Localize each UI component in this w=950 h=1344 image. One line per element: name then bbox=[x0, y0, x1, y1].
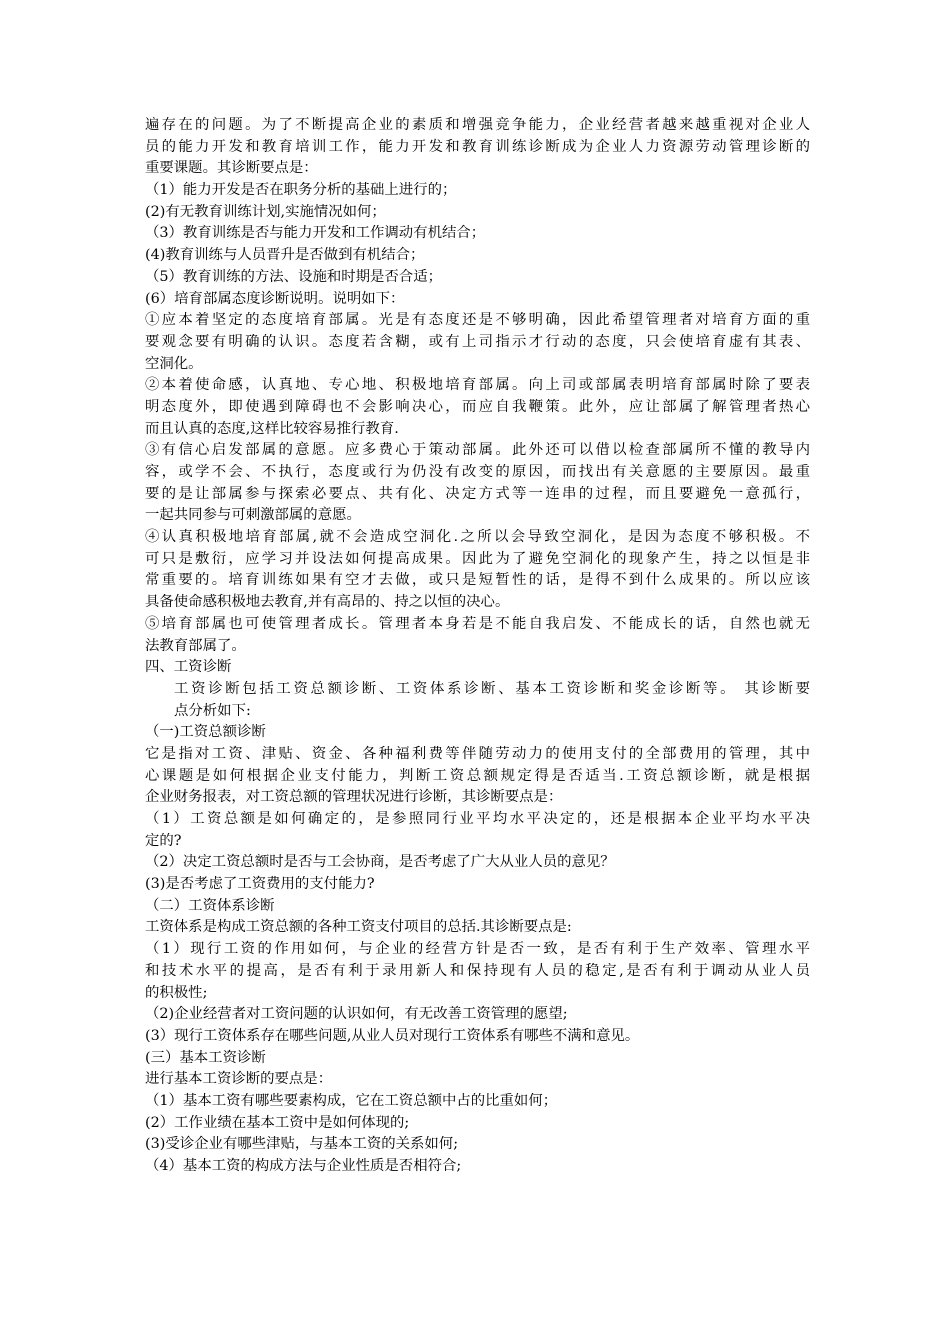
text-line: 企业财务报表，对工资总额的管理状况进行诊断，其诊断要点是： bbox=[145, 789, 563, 806]
text-line: ②本着使命感，认真地、专心地、积极地培育部属。向上司或部属表明培育部属时除了要表 bbox=[145, 377, 810, 394]
text-line: 要观念要有明确的认识。态度若含糊，或有上司指示才行动的态度，只会使培育虚有其表、 bbox=[145, 333, 810, 350]
text-line: （一)工资总额诊断 bbox=[145, 724, 266, 741]
text-line: 点分析如下: bbox=[174, 702, 251, 719]
text-line: 要的是让部属参与探索必要点、共有化、决定方式等一连串的过程，而且要避免一意孤行， bbox=[145, 485, 810, 502]
text-line: 可只是敷衍，应学习并设法如何提高成果。因此为了避免空洞化的现象产生，持之以恒是非 bbox=[145, 550, 810, 567]
text-line: ③有信心启发部属的意愿。应多费心于策动部属。此外还可以借以检查部属所不懂的教导内 bbox=[145, 442, 810, 459]
text-line: 它是指对工资、津贴、资金、各种福利费等伴随劳动力的使用支付的全部费用的管理，其中 bbox=[145, 745, 810, 762]
text-line: 心课题是如何根据企业支付能力，判断工资总额规定得是否适当.工资总额诊断，就是根据 bbox=[145, 767, 810, 784]
text-line: (2)有无教育训练计划,实施情况如何； bbox=[145, 203, 386, 220]
text-line: 工资诊断包括工资总额诊断、工资体系诊断、基本工资诊断和奖金诊断等。 其诊断要 bbox=[174, 680, 810, 697]
text-line: （1）基本工资有哪些要素构成，它在工资总额中占的比重如何； bbox=[145, 1092, 558, 1109]
text-line: 一起共同参与可刺激部属的意愿。 bbox=[145, 507, 361, 524]
text-line: 员的能力开发和教育培训工作，能力开发和教育训练诊断成为企业人力资源劳动管理诊断的 bbox=[145, 138, 810, 155]
text-line: (6）培育部属态度诊断说明。说明如下： bbox=[145, 290, 405, 307]
text-line: 工资体系是构成工资总额的各种工资支付项目的总括.其诊断要点是: bbox=[145, 919, 572, 936]
text-line: （5）教育训练的方法、设施和时期是否合适； bbox=[145, 268, 442, 285]
text-line: ④认真积极地培育部属,就不会造成空洞化.之所以会导致空洞化，是因为态度不够积极。不 bbox=[145, 529, 810, 546]
text-line: 重要课题。其诊断要点是： bbox=[145, 160, 318, 177]
text-line: (三）基本工资诊断 bbox=[145, 1049, 266, 1066]
text-line: （1）工资总额是如何确定的，是参照同行业平均水平决定的，还是根据本企业平均水平决 bbox=[145, 811, 810, 827]
text-line: ⑤培育部属也可使管理者成长。管理者本身若是不能自我启发、不能成长的话，自然也就无 bbox=[145, 615, 810, 632]
text-line: 容，或学不会、不执行，态度或行为仍没有改变的原因，而找出有关意愿的主要原因。最重 bbox=[145, 464, 810, 480]
text-line: 遍存在的问题。为了不断提高企业的素质和增强竞争能力，企业经营者越来越重视对企业人 bbox=[145, 117, 810, 133]
text-line: ①应本着坚定的态度培育部属。光是有态度还是不够明确，因此希望管理者对培育方面的重 bbox=[145, 312, 810, 329]
text-line: 和技术水平的提高，是否有利于录用新人和保持现有人员的稳定,是否有利于调动从业人员 bbox=[145, 962, 810, 979]
text-line: 空洞化。 bbox=[145, 355, 203, 372]
text-line: 进行基本工资诊断的要点是： bbox=[145, 1071, 333, 1088]
text-line: （2)企业经营者对工资问题的认识如何，有无改善工资管理的愿望; bbox=[145, 1006, 568, 1023]
text-line: 明态度外，即使遇到障碍也不会影响决心，而应自我鞭策。此外，应让部属了解管理者热心 bbox=[145, 398, 810, 415]
text-line: （4）基本工资的构成方法与企业性质是否相符合; bbox=[145, 1158, 462, 1174]
text-line: （3）教育训练是否与能力开发和工作调动有机结合； bbox=[145, 225, 486, 242]
text-line: 的积极性; bbox=[145, 984, 208, 1001]
text-line: (3)是否考虑了工资费用的支付能力? bbox=[145, 876, 375, 893]
text-line: 四、工资诊断 bbox=[145, 659, 232, 676]
text-line: (2）工作业绩在基本工资中是如何体现的; bbox=[145, 1114, 410, 1131]
text-line: （二）工资体系诊断 bbox=[145, 897, 275, 914]
text-line: （1）现行工资的作用如何，与企业的经营方针是否一致，是否有利于生产效率、管理水平 bbox=[145, 941, 810, 958]
text-line: （1）能力开发是否在职务分析的基础上进行的； bbox=[145, 182, 457, 199]
text-line: (4)教育训练与人员晋升是否做到有机结合； bbox=[145, 247, 425, 264]
text-line: 法教育部属了。 bbox=[145, 637, 246, 654]
text-line: 具备使命感积极地去教育,并有高昂的、持之以恒的决心。 bbox=[145, 594, 510, 611]
text-line: 而且认真的态度,这样比较容易推行教育. bbox=[145, 420, 399, 437]
text-line: （2）决定工资总额时是否与工会协商，是否考虑了广大从业人员的意见？ bbox=[145, 854, 615, 871]
text-line: 常重要的。培育训练如果有空才去做，或只是短暂性的话，是得不到什么成果的。所以应该 bbox=[145, 572, 810, 589]
text-line: 定的? bbox=[145, 832, 182, 849]
text-line: (3)受诊企业有哪些津贴，与基本工资的关系如何; bbox=[145, 1136, 459, 1153]
document-page bbox=[145, 115, 810, 1178]
text-line: (3）现行工资体系存在哪些问题,从业人员对现行工资体系有哪些不满和意见。 bbox=[145, 1027, 640, 1044]
